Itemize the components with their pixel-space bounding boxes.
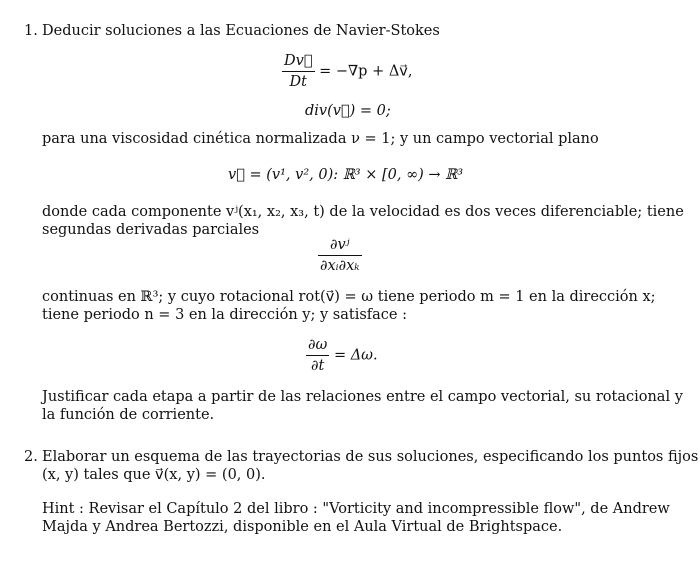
item-2-line2: (x, y) tales que v⃗(x, y) = (0, 0). <box>42 467 266 483</box>
paragraph-differentiable-line1: donde cada componente vʲ(x₁, x₂, x₃, t) de la velocidad es dos veces diferenciable; tiene <box>42 204 684 220</box>
equation-second-derivatives <box>318 236 362 275</box>
paragraph-viscosity: para una viscosidad cinética normalizada ν = 1; y un campo vectorial plano <box>42 131 599 147</box>
fraction-numerator: ∂vʲ <box>330 237 350 253</box>
item-2-line1: Elaborar un esquema de las trayectorias de sus soluciones, especificando los puntos fijos <box>42 449 699 465</box>
paragraph-rotational-line1: continuas en ℝ³; y cuyo rotacional rot(v⃗) = ω tiene periodo m = 1 en la dirección x; <box>42 289 656 305</box>
fraction-denominator: ∂xᵢ∂xₖ <box>320 258 360 274</box>
item-2-number: 2. <box>24 449 38 465</box>
fraction-time-derivative <box>306 336 329 375</box>
fraction-denominator: ∂t <box>311 358 325 374</box>
equation-navier-stokes <box>282 52 412 91</box>
hint-line2: Majda y Andrea Bertozzi, disponible en el Aula Virtual de Brightspace. <box>42 519 563 535</box>
equation-divergence: div(v⃗) = 0; <box>305 103 391 119</box>
equation-rhs: = Δω. <box>333 347 378 364</box>
fraction-partial-derivative <box>318 236 362 275</box>
paragraph-differentiable-line2: segundas derivadas parciales <box>42 222 260 238</box>
item-1-title: Deducir soluciones a las Ecuaciones de Navier-Stokes <box>42 23 440 39</box>
equation-vorticity <box>306 336 378 375</box>
fraction-numerator: ∂ω <box>308 337 328 353</box>
equation-rhs: = −∇p + Δv⃗, <box>319 63 413 80</box>
paragraph-justify-line1: Justificar cada etapa a partir de las relaciones entre el campo vectorial, su rotacional y <box>42 389 683 405</box>
fraction-numerator: Dv⃗ <box>284 53 313 69</box>
fraction-material-derivative <box>282 52 315 91</box>
equation-vector-field: v⃗ = (v¹, v², 0): ℝ³ × [0, ∞) → ℝ³ <box>228 167 464 183</box>
hint-line1: Hint : Revisar el Capítulo 2 del libro : "Vorticity and incompressible flow", de Andrew <box>42 501 670 517</box>
item-1-number: 1. <box>24 23 38 39</box>
paragraph-justify-line2: la función de corriente. <box>42 407 215 423</box>
paragraph-rotational-line2: tiene periodo n = 3 en la dirección y; y satisface : <box>42 307 407 323</box>
fraction-denominator: Dt <box>289 74 307 90</box>
